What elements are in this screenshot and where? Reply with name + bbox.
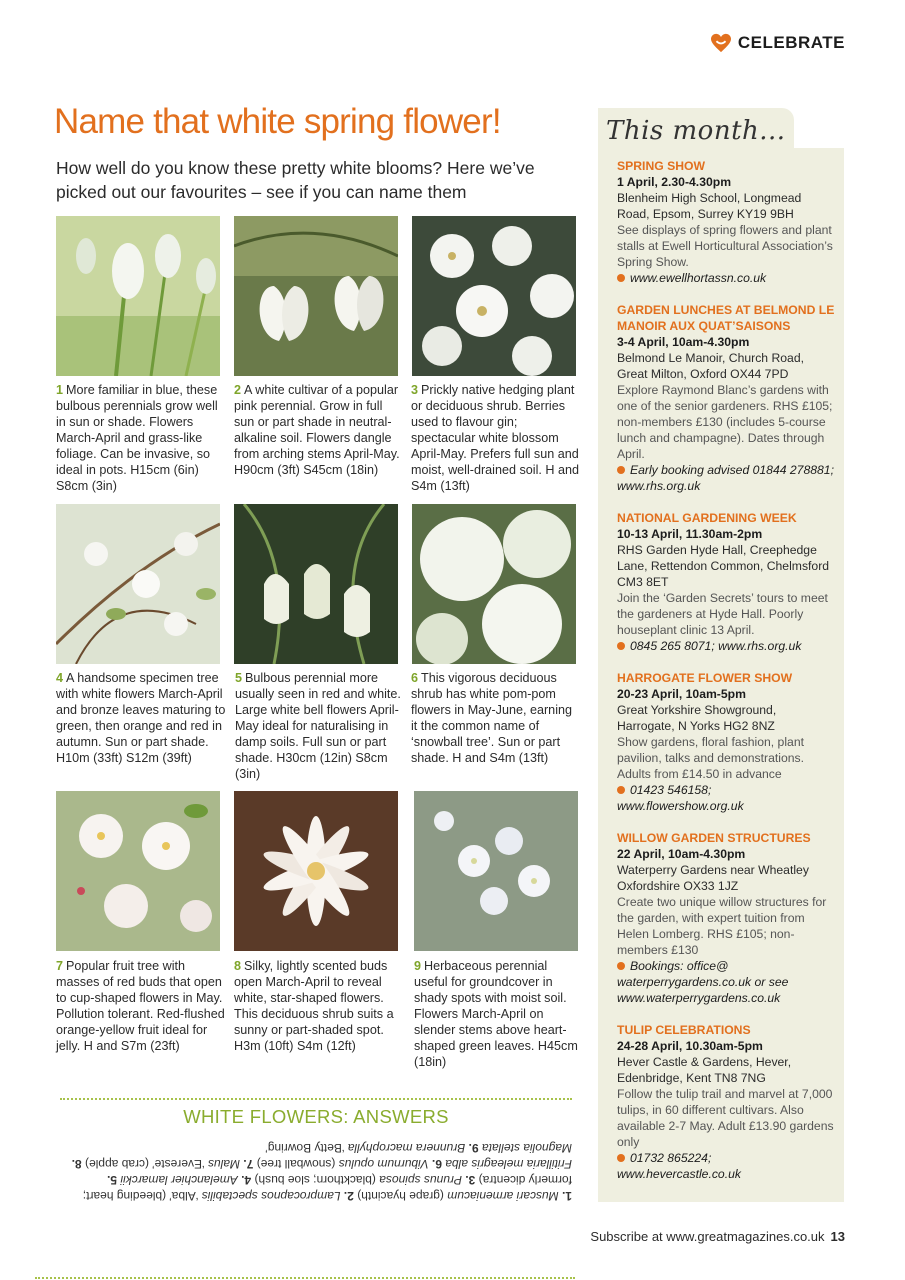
event-date: 10-13 April, 11.30am-2pm bbox=[617, 527, 763, 541]
event-contact[interactable]: 0845 265 8071; www.rhs.org.uk bbox=[617, 638, 837, 654]
event-description: Create two unique willow structures for the garden, with expert tuition from Helen Lomberg. RHS £105; non-members £130 bbox=[617, 895, 827, 957]
event-contact[interactable]: www.ewellhortassn.co.uk bbox=[617, 270, 837, 286]
caption-6: 6 This vigorous deciduous shrub has white pom-pom flowers in May-June, earning it the common name of ‘snowball tree’. Sun or part shade. H and S4m (13ft) bbox=[411, 671, 572, 765]
event-date: 1 April, 2.30-4.30pm bbox=[617, 175, 732, 189]
bullet-icon bbox=[617, 962, 625, 970]
event-description: Join the ‘Garden Secrets’ tours to meet the gardeners at Hyde Hall. Poorly houseplant clinic 13 April. bbox=[617, 591, 828, 637]
event-description: Show gardens, floral fashion, plant pavilion, talks and demonstrations. Adults from £14.50 in advance bbox=[617, 735, 804, 781]
event-title: SPRING SHOW bbox=[617, 159, 706, 173]
event-venue: Hever Castle & Gardens, Hever, Edenbridge, Kent TN8 7NG bbox=[617, 1055, 792, 1085]
event-description: See displays of spring flowers and plant stalls at Ewell Horticultural Association’s Spring Show. bbox=[617, 223, 833, 269]
event-venue: Belmond Le Manoir, Church Road, Great Milton, Oxford OX44 7PD bbox=[617, 351, 804, 381]
event-title: GARDEN LUNCHES AT BELMOND LE MANOIR AUX QUAT’SAISONS bbox=[617, 303, 835, 333]
caption-4: 4 A handsome specimen tree with white flowers March-April and bronze leaves maturing to green, then orange and red in autumn. Sun or part shade. H10m (33ft) S12m (39ft) bbox=[56, 671, 226, 765]
section-tag bbox=[710, 33, 845, 53]
event-contact[interactable]: 01732 865224; www.hevercastle.co.uk bbox=[617, 1151, 741, 1181]
event-date: 3-4 April, 10am-4.30pm bbox=[617, 335, 750, 349]
flower-photo-3 bbox=[412, 216, 576, 376]
caption-1: 1 More familiar in blue, these bulbous perennials grow well in sun or shade. Flowers March-April and grass-like foliage. Can be invasive, so ideal in pots. H15cm (6in) S8cm (3in) bbox=[56, 383, 218, 493]
event-contact[interactable]: 01423 546158; www.flowershow.org.uk bbox=[617, 783, 744, 813]
intro-text: How well do you know these pretty white blooms? Here we’ve picked out our favourites – see if you can name them bbox=[56, 158, 535, 202]
event-list bbox=[617, 158, 837, 1198]
answers-text: 1. Muscari armeniacum (grape hyacinth) 2. Lamprocapnos spectabilis ‘Alba’ (bleeding heart; formerly dicentra) 3. Prunus spinosa (blackthorn; sloe bush) 4. Amelanchier lamarckii 5. Fritillaria meleagris alba 6. Viburnum opulus (snowball tree) 7. Malus ‘Evereste’ (crab apple) 8. Magnolia stellata 9. Brunnera macrophylla ‘Betty Bowring’ bbox=[71, 1141, 572, 1203]
caption-9: 9 Herbaceous perennial useful for groundcover in shady spots with moist soil. Flowers March-April on slender stems above heart-shaped green leaves. H45cm (18in) bbox=[414, 959, 578, 1069]
event-item bbox=[617, 1022, 837, 1182]
bottom-divider bbox=[35, 1277, 575, 1279]
bullet-icon bbox=[617, 466, 625, 474]
event-date: 20-23 April, 10am-5pm bbox=[617, 687, 746, 701]
bullet-icon bbox=[617, 1154, 625, 1162]
heart-icon bbox=[710, 33, 732, 53]
flower-photo-5 bbox=[234, 504, 398, 664]
event-description: Follow the tulip trail and marvel at 7,000 tulips, in 60 different cultivars. Also available 2-7 May. Adult £13.90 gardens only bbox=[617, 1087, 834, 1149]
event-contact[interactable]: Bookings: office@ waterperrygardens.co.uk or see www.waterperrygardens.co.uk bbox=[617, 959, 789, 1005]
caption-7: 7 Popular fruit tree with masses of red buds that open to cup-shaped flowers in May. Pollution tolerant. Red-flushed orange-yellow fruit ideal for jelly. H and S7m (23ft) bbox=[56, 959, 225, 1053]
event-venue: Great Yorkshire Showground, Harrogate, N Yorks HG2 8NZ bbox=[617, 703, 777, 733]
event-item bbox=[617, 302, 837, 494]
flower-photo-7 bbox=[56, 791, 220, 951]
event-title: HARROGATE FLOWER SHOW bbox=[617, 671, 793, 685]
flower-photo-8 bbox=[234, 791, 398, 951]
caption-8: 8 Silky, lightly scented buds open March-April to reveal white, star-shaped flowers. This deciduous shrub suits a sunny or part-shaded spot. H3m (10ft) S4m (12ft) bbox=[234, 959, 394, 1053]
section-label: CELEBRATE bbox=[737, 33, 845, 52]
event-item bbox=[617, 158, 837, 286]
answers-title: WHITE FLOWERS: ANSWERS bbox=[183, 1106, 449, 1127]
event-title: NATIONAL GARDENING WEEK bbox=[617, 511, 797, 525]
flower-photo-6 bbox=[412, 504, 576, 664]
event-venue: Blenheim High School, Longmead Road, Epsom, Surrey KY19 9BH bbox=[617, 191, 802, 221]
bullet-icon bbox=[617, 642, 625, 650]
caption-5: 5 Bulbous perennial more usually seen in red and white. Large white bell flowers April-May ideal for naturalising in damp soils. Full sun or part shade. H30cm (12in) S8cm (3in) bbox=[235, 671, 401, 781]
event-item bbox=[617, 510, 837, 654]
bullet-icon bbox=[617, 274, 625, 282]
footer bbox=[590, 1229, 845, 1244]
flower-photo-9 bbox=[414, 791, 578, 951]
event-date: 24-28 April, 10.30am-5pm bbox=[617, 1039, 763, 1053]
caption-3: 3 Prickly native hedging plant or deciduous shrub. Berries used to flavour gin; spectacular white blossom April-May. Prefers full sun and moist, well-drained soil. H and S4m (13ft) bbox=[411, 383, 579, 493]
page-number: 13 bbox=[830, 1229, 845, 1244]
flower-photo-4 bbox=[56, 504, 220, 664]
event-title: WILLOW GARDEN STRUCTURES bbox=[617, 831, 811, 845]
event-venue: RHS Garden Hyde Hall, Creephedge Lane, Rettendon Common, Chelmsford CM3 8ET bbox=[617, 543, 830, 589]
sidebar-heading: This month... bbox=[606, 116, 786, 146]
flower-photo-2 bbox=[234, 216, 398, 376]
flower-photo-1 bbox=[56, 216, 220, 376]
event-title: TULIP CELEBRATIONS bbox=[617, 1023, 751, 1037]
event-item bbox=[617, 830, 837, 1006]
caption-2: 2 A white cultivar of a popular pink perennial. Grow in full sun or part shade in neutral-alkaline soil. Flowers dangle from arching stems April-May. H90cm (3ft) S45cm (18in) bbox=[234, 383, 400, 477]
event-description: Explore Raymond Blanc’s gardens with one of the senior gardeners. RHS £105; non-members £130 (includes 5-course lunch and champagne). Dates through April. bbox=[617, 383, 833, 461]
event-venue: Waterperry Gardens near Wheatley Oxfordshire OX33 1JZ bbox=[617, 863, 809, 893]
bullet-icon bbox=[617, 786, 625, 794]
event-date: 22 April, 10am-4.30pm bbox=[617, 847, 746, 861]
subscribe-link[interactable]: Subscribe at www.greatmagazines.co.uk bbox=[590, 1229, 825, 1244]
event-contact[interactable]: Early booking advised 01844 278881; www.rhs.org.uk bbox=[617, 463, 834, 493]
answers-divider bbox=[60, 1098, 572, 1100]
page-title: Name that white spring flower! bbox=[54, 102, 501, 141]
event-item bbox=[617, 670, 837, 814]
